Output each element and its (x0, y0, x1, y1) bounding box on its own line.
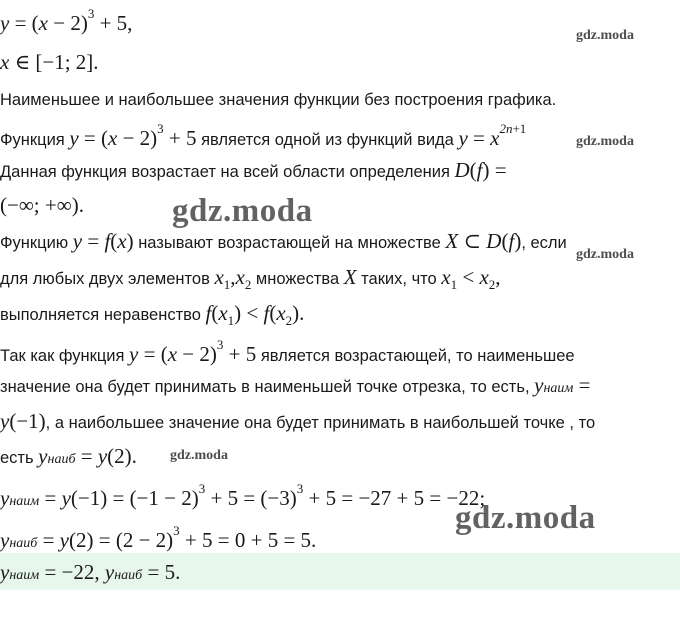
watermark-large: gdz.moda (172, 193, 313, 229)
paragraph-min-value: значение она будет принимать в наименьшей точке отрезка, то есть, yнаим = (0, 373, 591, 397)
equation-domain-all: (−∞; +∞). (0, 193, 84, 217)
watermark: gdz.moda (576, 134, 634, 149)
task-statement: Наименьшее и наибольшее значения функции без построения графика. (0, 91, 557, 109)
paragraph-inequality: выполняется неравенство $f(x_1) < f(x_2)$. (0, 301, 305, 329)
equation-function: $y = (x - 2)^3 + 5$, (0, 6, 133, 35)
watermark: gdz.moda (576, 247, 634, 262)
paragraph-max-value: y(−1), а наибольшее значение она будет принимать в наибольшей точке , то (0, 409, 596, 433)
paragraph-max-point: есть yнаиб = y(2). (0, 444, 137, 468)
paragraph-increasing: Данная функция возрастает на всей области определения D(f) = (0, 158, 507, 182)
watermark-large: gdz.moda (455, 500, 596, 536)
paragraph-elements: для любых двух элементов $x_1,x_2$ множества X таких, что $x_1 < x_2$, (0, 265, 501, 293)
equation-domain: x ∈ [−1; 2]. (0, 50, 99, 74)
calculation-min: yнаим = $y(-1) = (-1 - 2)^3 + 5 = (-3)^3 + 5 = -27 + 5 = -22$; (0, 481, 486, 510)
paragraph-definition: Функцию y = f(x) называют возрастающей на множестве X ⊂ D(f), если (0, 229, 567, 253)
paragraph-since: Так как функция $y = (x - 2)^3 + 5$ является возрастающей, то наименьшее (0, 337, 575, 366)
final-answer: yнаим = −22, yнаиб = 5. (0, 560, 181, 584)
watermark: gdz.moda (170, 448, 228, 463)
calculation-max: yнаиб = $y(2) = (2 - 2)^3 + 5 = 0 + 5 = 5$. (0, 523, 317, 552)
watermark: gdz.moda (576, 28, 634, 43)
paragraph-function-type: Функция $y = (x - 2)^3 + 5$ является одной из функций вида $y = x^{2n+1}$ (0, 121, 527, 150)
